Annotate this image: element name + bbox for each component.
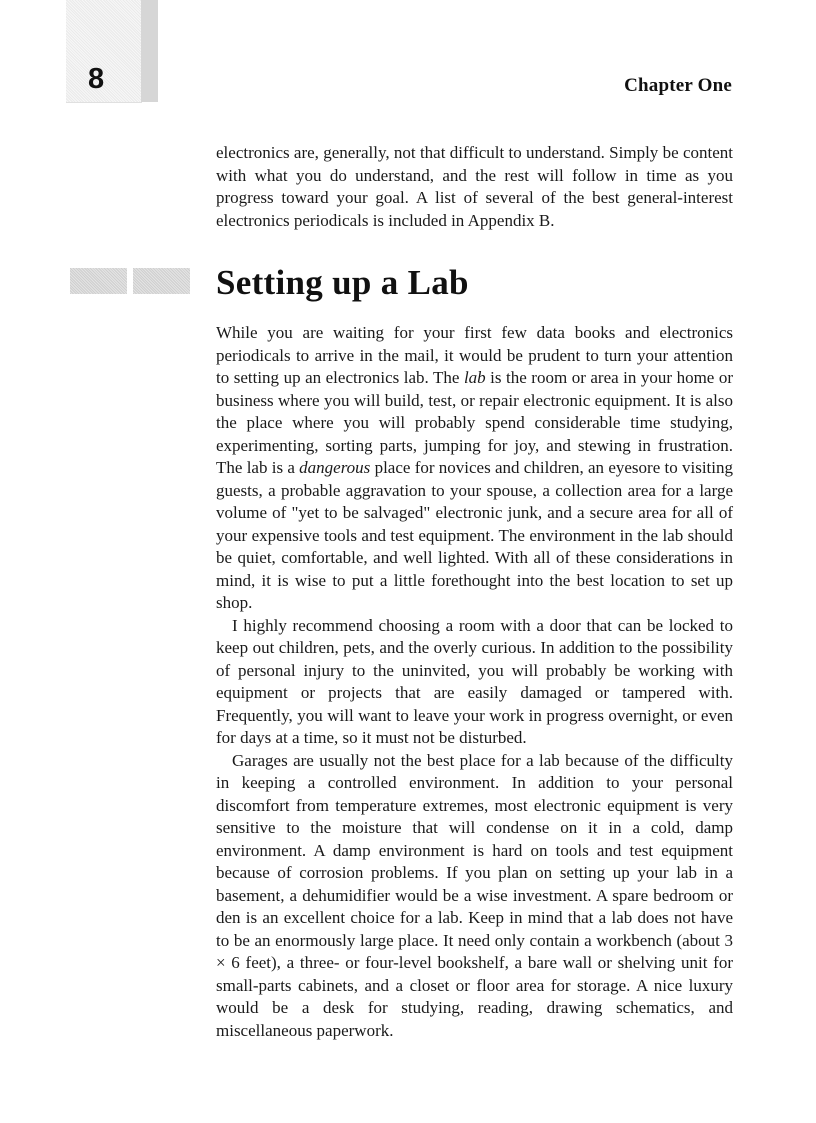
heading-bar-left xyxy=(70,268,127,294)
intro-text xyxy=(216,142,733,232)
section-body xyxy=(216,322,733,1042)
section-heading: Setting up a Lab xyxy=(216,263,469,302)
body-paragraph-1 xyxy=(216,322,733,615)
term-dangerous: dangerous xyxy=(299,458,371,477)
body-paragraph-3: Garages are usually not the best place for a lab because of the difficulty in keeping a controlled environment. In addition to your personal discomfort from temperature extremes, most electronic equipment is very sensitive to the moisture that will condense on it in a cold, damp environment. A damp environment is hard on tools and test equipment because of corrosion problems. If you plan on setting up your lab in a basement, a dehumidifier would be a wise investment. A spare bedroom or den is an excellent choice for a lab. Keep in mind that a lab does not have to be an enormously large place. It need only contain a workbench (about 3 × 6 feet), a three- or four-level bookshelf, a bare wall or shelving unit for small-parts cabinets, and a closet or floor area for storage. A nice luxury would be a desk for studying, reading, drawing schematics, and miscellaneous paperwork. xyxy=(216,750,733,1040)
page-tab-bar xyxy=(141,0,158,102)
chapter-running-head: Chapter One xyxy=(624,75,732,96)
paragraph-1-text-b: is the room or area in your home or business where you will build, test, or repair electronic equipment. It is also the place where you will probably spend considerable time studying, experimenting, sorting parts, jumping for joy, and stewing in frustration. The lab is a xyxy=(216,368,734,477)
body-paragraph-2: I highly recommend choosing a room with a door that can be locked to keep out children, pets, and the overly curious. In addition to the possibility of personal injury to the uninvited, you will probably be working with equipment or projects that are easily damaged or tampered with. Frequently, you will want to leave your work in progress overnight, or even for days at a time, so it must not be disturbed. xyxy=(216,615,733,747)
heading-bar-right xyxy=(133,268,190,294)
section-heading-decoration xyxy=(70,268,190,294)
term-lab: lab xyxy=(463,368,486,387)
paragraph-1-text-c: place for novices and children, an eyesore to visiting guests, a probable aggravation to your spouse, a collection area for a large volume of "yet to be salvaged" electronic junk, and a secure area for all of your expensive tools and test equipment. The environment in the lab should be quiet, comfortable, and well lighted. With all of these considerations in mind, it is wise to put a little forethought into the best location to set up shop. xyxy=(216,458,733,612)
intro-paragraph: electronics are, generally, not that difficult to understand. Simply be content with what you do understand, and the rest will follow in time as you progress toward your goal. A list of several of the best general-interest electronics periodicals is included in Appendix B. xyxy=(216,143,733,230)
paragraph-1-text-a: While you are waiting for your first few data books and electronics periodicals to arrive in the mail, it would be prudent to turn your attention to setting up an electronics lab. The xyxy=(216,323,733,387)
page-number: 8 xyxy=(88,63,105,95)
